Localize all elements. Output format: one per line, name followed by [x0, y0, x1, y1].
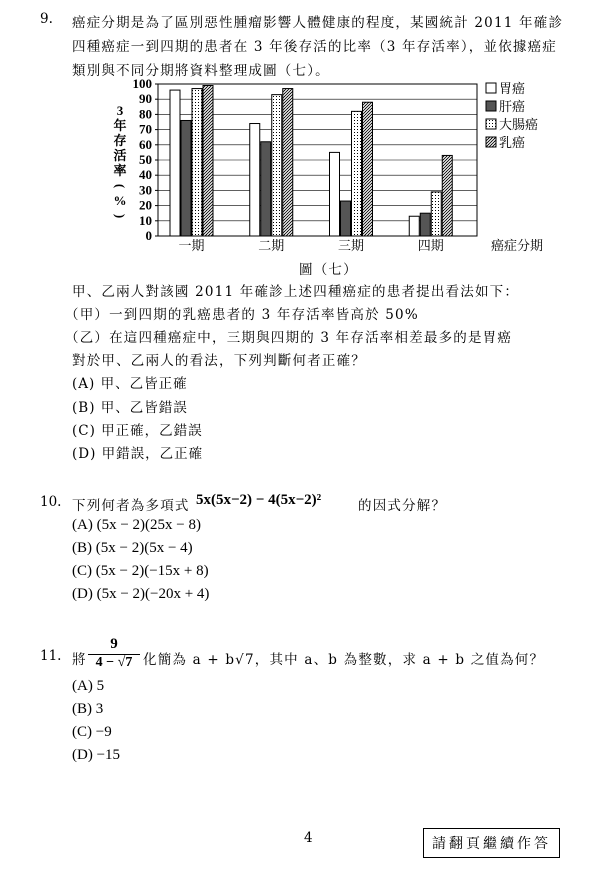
continue-notice: 請翻頁繼續作答: [423, 828, 560, 858]
q11-prefix: 將: [72, 652, 87, 668]
q10-option-a[interactable]: (A) (5x − 2)(25x − 8): [72, 517, 201, 533]
q10-stem-prefix: 下列何者為多項式: [72, 498, 190, 514]
bar-肝癌-三期: [341, 201, 351, 236]
legend-label: 胃癌: [499, 81, 526, 96]
q9-line-2: 四種癌症一到四期的患者在 3 年後存活的比率（3 年存活率），並依據癌症: [72, 39, 558, 55]
chart-caption: 圖（七）: [299, 262, 358, 278]
bar-大腸癌-三期: [352, 111, 362, 236]
q9-statement-a: （甲）一到四期的乳癌患者的 3 年存活率皆高於 50%: [65, 307, 419, 323]
x-tick-label: 二期: [258, 238, 285, 253]
bar-乳癌-一期: [203, 86, 213, 236]
y-axis-label-char: ): [113, 213, 128, 219]
q9-option-b[interactable]: (B) 甲、乙皆錯誤: [72, 400, 188, 416]
bar-大腸癌-一期: [192, 89, 202, 236]
q9-option-c[interactable]: (C) 甲正確，乙錯誤: [72, 423, 203, 439]
legend-label: 肝癌: [499, 99, 526, 114]
y-tick-label: 0: [145, 228, 152, 243]
legend-label: 大腸癌: [499, 117, 539, 132]
legend-swatch-乳癌: [486, 137, 496, 147]
q10-expression: 5x(5x−2) − 4(5x−2)²: [196, 492, 322, 508]
page-number: 4: [304, 830, 313, 846]
x-axis-label: 癌症分期: [491, 238, 544, 253]
y-tick-label: 40: [139, 167, 152, 183]
x-tick-label: 一期: [178, 238, 205, 253]
q11-option-a[interactable]: (A) 5: [72, 678, 105, 694]
bar-大腸癌-四期: [431, 192, 441, 236]
q9-statement-b: （乙）在這四種癌症中，三期與四期的 3 年存活率相差最多的是胃癌: [65, 330, 513, 346]
q11-option-c[interactable]: (C) −9: [72, 724, 112, 740]
y-axis-label-char: 存: [113, 133, 127, 148]
y-tick-label: 20: [139, 197, 152, 213]
q11-option-d[interactable]: (D) −15: [72, 747, 121, 763]
y-axis-label-char: %: [113, 193, 127, 208]
y-axis-label-char: 年: [113, 118, 127, 133]
y-tick-label: 80: [139, 106, 152, 122]
x-tick-label: 三期: [337, 238, 365, 253]
legend-label: 乳癌: [499, 135, 526, 150]
y-tick-label: 70: [139, 121, 152, 137]
bar-胃癌-二期: [250, 124, 260, 236]
x-tick-label: 四期: [417, 238, 444, 253]
bar-胃癌-一期: [170, 90, 180, 236]
y-axis-label-char: 率: [113, 163, 127, 178]
y-axis-label-char: 活: [113, 148, 127, 163]
q11-option-b[interactable]: (B) 3: [72, 701, 104, 717]
bar-乳癌-四期: [442, 155, 452, 236]
q9-number: 9.: [40, 11, 53, 27]
q10-option-c[interactable]: (C) (5x − 2)(−15x + 8): [72, 563, 209, 579]
bar-大腸癌-二期: [272, 95, 282, 236]
q9-question: 對於甲、乙兩人的看法，下列判斷何者正確？: [72, 353, 366, 369]
y-tick-label: 10: [139, 212, 152, 228]
q11-fraction-denominator: 4 − √7: [95, 655, 133, 670]
q10-option-b[interactable]: (B) (5x − 2)(5x − 4): [72, 540, 193, 556]
q9-line-1: 癌症分期是為了區別惡性腫瘤影響人體健康的程度，某國統計 2011 年確診: [72, 15, 564, 31]
bar-乳癌-二期: [283, 89, 293, 236]
y-tick-label: 30: [139, 182, 152, 198]
q9-line-3: 類別與不同分期將資料整理成圖（七）。: [72, 63, 330, 79]
q11-number: 11.: [40, 648, 62, 664]
y-tick-label: 90: [139, 91, 152, 107]
legend-swatch-大腸癌: [486, 119, 496, 129]
y-tick-label: 50: [139, 152, 152, 167]
q9-option-d[interactable]: (D) 甲錯誤，乙正確: [72, 446, 204, 462]
legend-swatch-胃癌: [486, 83, 496, 93]
q11-fraction: [88, 636, 140, 671]
bar-乳癌-三期: [363, 102, 373, 236]
q10-option-d[interactable]: (D) (5x − 2)(−20x + 4): [72, 586, 210, 602]
q11-stem-text: 化簡為 a + b√7，其中 a、b 為整數，求 a + b 之值為何？: [143, 652, 545, 668]
bar-肝癌-四期: [420, 213, 430, 236]
y-axis-label-char: 3: [116, 103, 124, 118]
q10-stem-suffix: 的因式分解？: [358, 498, 447, 514]
q9-option-a[interactable]: (A) 甲、乙皆正確: [72, 376, 188, 392]
q9-statement-intro: 甲、乙兩人對該國 2011 年確診上述四種癌症的患者提出看法如下：: [72, 284, 520, 300]
bar-胃癌-三期: [330, 152, 340, 236]
y-tick-label: 60: [139, 136, 152, 152]
y-tick-label: 100: [132, 76, 152, 91]
bar-肝癌-二期: [261, 142, 271, 236]
y-axis-label-char: (: [113, 183, 128, 189]
q10-number: 10.: [40, 494, 62, 510]
bar-胃癌-四期: [409, 216, 419, 236]
bar-肝癌-一期: [181, 120, 191, 236]
q11-fraction-numerator: 9: [88, 636, 140, 655]
legend-swatch-肝癌: [486, 101, 496, 111]
